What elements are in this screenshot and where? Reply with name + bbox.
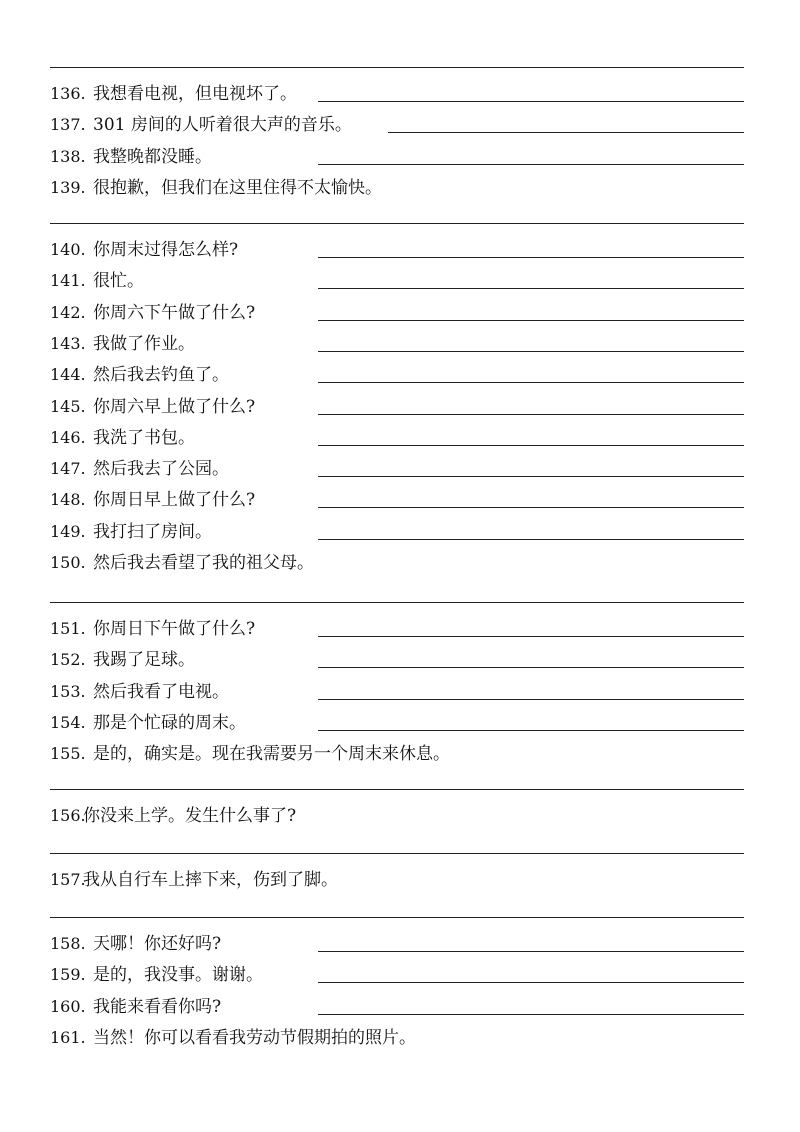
translation-answer-line[interactable]	[318, 101, 744, 102]
sentence-text: 是的，确实是。现在我需要另一个周末来休息。	[93, 744, 450, 765]
exercise-line	[50, 237, 744, 263]
section-divider	[50, 602, 744, 603]
sentence-text: 我洗了书包。	[93, 427, 195, 448]
sentence-text: 我整晚都没睡。	[93, 146, 212, 167]
translation-answer-line[interactable]	[318, 1014, 744, 1015]
item-number: 138.	[50, 146, 86, 166]
item-number: 158.	[50, 934, 86, 953]
exercise-line	[50, 175, 744, 201]
sentence-text: 我能来看看你吗?	[93, 996, 222, 1017]
exercise-line	[50, 331, 744, 357]
translation-answer-line[interactable]	[318, 730, 744, 731]
translation-answer-line[interactable]	[318, 257, 744, 258]
item-number: 154.	[50, 712, 86, 732]
sentence-text: 我踢了足球。	[93, 650, 195, 671]
translation-answer-line[interactable]	[388, 132, 744, 133]
item-number: 156.	[50, 806, 86, 825]
exercise-line	[50, 362, 744, 388]
exercise-line	[50, 741, 744, 767]
translation-answer-line[interactable]	[318, 539, 744, 540]
exercise-line	[50, 550, 744, 576]
item-number: 143.	[50, 333, 86, 353]
exercise-line	[50, 425, 744, 451]
sentence-text: 然后我去了公园。	[93, 459, 229, 480]
exercise-line	[50, 268, 744, 294]
exercise-line	[50, 456, 744, 482]
sentence-text: 我打扫了房间。	[93, 521, 212, 542]
sentence-text: 301 房间的人听着很大声的音乐。	[93, 115, 352, 136]
item-number: 149.	[50, 521, 86, 541]
item-number: 146.	[50, 427, 86, 447]
sentence-text: 我做了作业。	[93, 333, 195, 354]
translation-answer-line[interactable]	[318, 476, 744, 477]
sentence-text: 然后我去看望了我的祖父母。	[93, 553, 314, 573]
exercise-line	[50, 487, 744, 513]
translation-answer-line[interactable]	[318, 351, 744, 352]
item-number: 139.	[50, 177, 86, 197]
item-number: 155.	[50, 744, 86, 764]
sentence-text: 很忙。	[93, 271, 144, 292]
sentence-text: 天哪！你还好吗?	[93, 934, 222, 954]
translation-answer-line[interactable]	[318, 445, 744, 446]
exercise-line	[50, 1025, 744, 1051]
item-number: 160.	[50, 996, 86, 1016]
translation-answer-line[interactable]	[318, 414, 744, 415]
item-number: 141.	[50, 271, 86, 291]
sentence-text: 我想看电视，但电视坏了。	[93, 84, 297, 104]
item-number: 147.	[50, 459, 86, 479]
section-divider	[50, 67, 744, 68]
translation-answer-line[interactable]	[318, 382, 744, 383]
exercise-line	[50, 931, 744, 957]
exercise-line	[50, 81, 744, 107]
translation-answer-line[interactable]	[318, 288, 744, 289]
sentence-text: 你周六早上做了什么?	[93, 396, 256, 417]
section-divider	[50, 789, 744, 790]
item-number: 151.	[50, 619, 86, 638]
item-number: 150.	[50, 553, 86, 572]
translation-answer-line[interactable]	[318, 320, 744, 321]
item-number: 148.	[50, 490, 86, 510]
item-number: 159.	[50, 965, 86, 985]
sentence-text: 你周日早上做了什么?	[93, 490, 256, 511]
exercise-line	[50, 803, 744, 829]
translation-answer-line[interactable]	[318, 951, 744, 952]
exercise-line	[50, 679, 744, 705]
exercise-line	[50, 144, 744, 170]
sentence-text: 当然！你可以看看我劳动节假期拍的照片。	[93, 1027, 416, 1048]
item-number: 137.	[50, 115, 86, 135]
item-number: 153.	[50, 681, 86, 701]
item-number: 152.	[50, 650, 86, 670]
exercise-line	[50, 994, 744, 1020]
sentence-text: 那是个忙碌的周末。	[93, 712, 246, 733]
sentence-text: 你周日下午做了什么?	[93, 619, 256, 639]
item-number: 161.	[50, 1027, 86, 1047]
exercise-line	[50, 519, 744, 545]
sentence-text: 你没来上学。发生什么事了?	[83, 806, 297, 826]
section-divider	[50, 917, 744, 918]
translation-answer-line[interactable]	[318, 699, 744, 700]
sentence-text: 你周六下午做了什么?	[93, 302, 256, 323]
exercise-line	[50, 394, 744, 420]
item-number: 140.	[50, 240, 86, 259]
translation-answer-line[interactable]	[318, 982, 744, 983]
sentence-text: 很抱歉，但我们在这里住得不太愉快。	[93, 177, 382, 198]
item-number: 157.	[50, 870, 86, 889]
translation-answer-line[interactable]	[318, 636, 744, 637]
sentence-text: 然后我去钓鱼了。	[93, 365, 229, 386]
exercise-line	[50, 647, 744, 673]
exercise-line	[50, 300, 744, 326]
translation-answer-line[interactable]	[318, 164, 744, 165]
exercise-line	[50, 616, 744, 642]
sentence-text: 你周末过得怎么样?	[93, 240, 239, 260]
translation-answer-line[interactable]	[318, 507, 744, 508]
sentence-text: 然后我看了电视。	[93, 681, 229, 702]
item-number: 142.	[50, 302, 86, 322]
item-number: 136.	[50, 84, 86, 103]
section-divider	[50, 223, 744, 224]
item-number: 145.	[50, 396, 86, 416]
exercise-line	[50, 112, 744, 138]
item-number: 144.	[50, 365, 86, 385]
section-divider	[50, 853, 744, 854]
exercise-line	[50, 867, 744, 893]
exercise-line	[50, 710, 744, 736]
translation-answer-line[interactable]	[318, 667, 744, 668]
sentence-text: 我从自行车上摔下来，伤到了脚。	[83, 870, 338, 890]
exercise-line	[50, 962, 744, 988]
sentence-text: 是的，我没事。谢谢。	[93, 965, 263, 986]
